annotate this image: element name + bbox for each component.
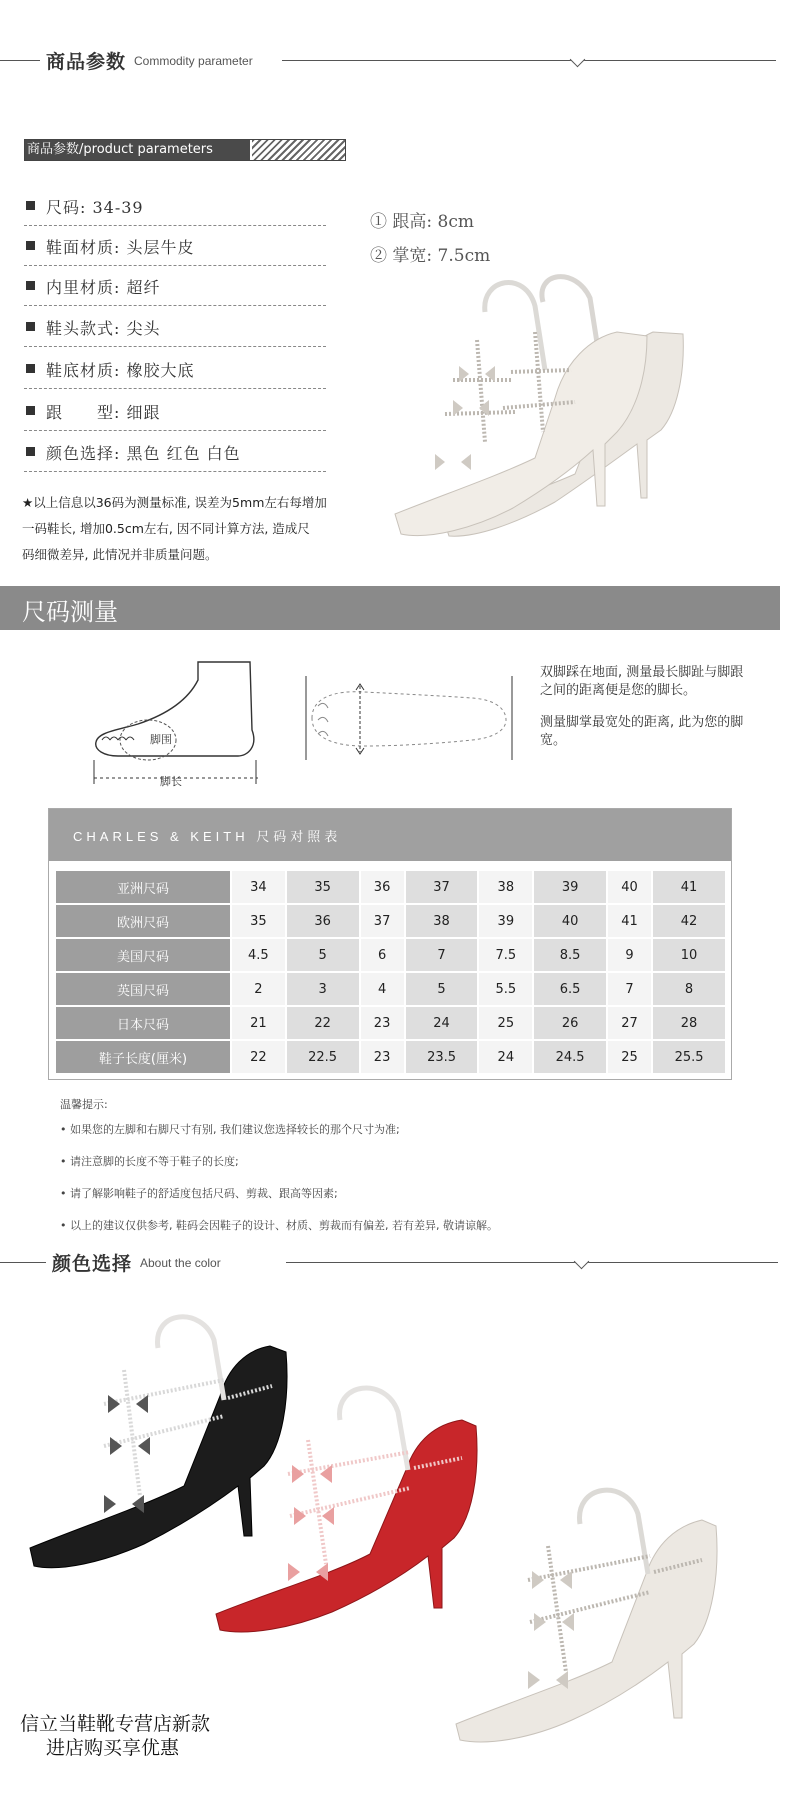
size-row-label: 英国尺码 [56, 973, 230, 1005]
size-cell: 24.5 [534, 1041, 606, 1073]
size-cell: 35 [287, 871, 359, 903]
section-header-commodity [0, 40, 790, 80]
white-shoe-image [385, 262, 725, 552]
size-cell: 26 [534, 1007, 606, 1039]
size-cell: 34 [232, 871, 285, 903]
size-cell: 39 [534, 871, 606, 903]
size-cell: 36 [287, 905, 359, 937]
note-line: 一码鞋长, 增加0.5cm左右, 因不同计算方法, 造成尺 [22, 521, 310, 536]
band-title: 尺码测量 [22, 598, 118, 626]
size-chart-title: CHARLES & KEITH 尺码对照表 [73, 829, 342, 844]
tip-item: • 请注意脚的长度不等于鞋子的长度; [60, 1155, 239, 1168]
size-cell: 5.5 [479, 973, 532, 1005]
size-chart-title-bar [49, 809, 731, 861]
size-cell: 3 [287, 973, 359, 1005]
spec-text: 鞋底材质: 橡胶大底 [46, 361, 195, 380]
header-notch [574, 1254, 590, 1270]
size-cell: 8 [653, 973, 725, 1005]
size-cell: 25 [608, 1041, 651, 1073]
foot-sole-diagram [304, 676, 518, 760]
size-cell: 7.5 [479, 939, 532, 971]
size-cell: 41 [608, 905, 651, 937]
tip-item: • 请了解影响鞋子的舒适度包括尺码、剪裁、跟高等因素; [60, 1187, 338, 1200]
param-bar-label: 商品参数/product parameters [25, 140, 250, 160]
size-measure-band [0, 586, 780, 630]
size-cell: 4 [361, 973, 404, 1005]
header-notch [570, 52, 586, 68]
size-cell: 27 [608, 1007, 651, 1039]
size-cell: 25.5 [653, 1041, 725, 1073]
header-line-left [0, 1262, 46, 1263]
spec-text: 鞋面材质: 头层牛皮 [46, 238, 195, 257]
measure-instruction-width: 测量脚掌最宽处的距离, 此为您的脚宽。 [540, 715, 744, 748]
size-cell: 6 [361, 939, 404, 971]
size-cell: 21 [232, 1007, 285, 1039]
size-cell: 39 [479, 905, 532, 937]
size-cell: 22 [232, 1041, 285, 1073]
size-cell: 6.5 [534, 973, 606, 1005]
size-cell: 22 [287, 1007, 359, 1039]
size-row-label: 鞋子长度(厘米) [56, 1041, 230, 1073]
promo-line: 信立当鞋靴专营店新款 [20, 1713, 211, 1735]
spec-row [24, 227, 326, 266]
section-subtitle: About the color [140, 1256, 221, 1270]
size-table [54, 869, 727, 1075]
bullet-square-icon [26, 406, 35, 415]
heel-height: ① 跟高: 8cm [370, 212, 474, 232]
note-line: 码细微差异, 此情况并非质量问题。 [22, 547, 218, 562]
size-cell: 37 [361, 905, 404, 937]
sole-width: ② 掌宽: 7.5cm [370, 246, 491, 266]
size-cell: 40 [534, 905, 606, 937]
size-row-label: 日本尺码 [56, 1007, 230, 1039]
foot-side-diagram [88, 660, 268, 790]
size-cell: 23 [361, 1041, 404, 1073]
section-title: 颜色选择 [52, 1253, 133, 1275]
promo-text [20, 1712, 210, 1760]
size-cell: 40 [608, 871, 651, 903]
param-bar [24, 139, 346, 161]
size-cell: 4.5 [232, 939, 285, 971]
size-table-row [56, 1007, 725, 1039]
spec-row [24, 187, 326, 226]
size-table-row [56, 973, 725, 1005]
note-line: ★以上信息以36码为测量标准, 误差为5mm左右每增加 [22, 495, 327, 510]
tip-item: • 以上的建议仅供参考, 鞋码会因鞋子的设计、材质、剪裁而有偏差, 若有差异, 敬请谅解。 [60, 1219, 498, 1232]
size-cell: 35 [232, 905, 285, 937]
size-cell: 24 [479, 1041, 532, 1073]
spec-text: 内里材质: 超纤 [46, 278, 161, 297]
tip-item: • 如果您的左脚和右脚尺寸有别, 我们建议您选择较长的那个尺寸为准; [60, 1123, 400, 1136]
bullet-square-icon [26, 364, 35, 373]
size-cell: 37 [406, 871, 478, 903]
section-header-color [0, 1242, 790, 1282]
bullet-square-icon [26, 447, 35, 456]
promo-line: 进店购买享优惠 [46, 1737, 180, 1759]
size-row-label: 美国尺码 [56, 939, 230, 971]
size-cell: 7 [406, 939, 478, 971]
tips-title: 温馨提示: [60, 1098, 108, 1111]
bullet-square-icon [26, 201, 35, 210]
section-title: 商品参数 [46, 51, 127, 73]
size-cell: 23 [361, 1007, 404, 1039]
header-line-right [286, 1262, 778, 1263]
spec-row [24, 392, 326, 431]
size-cell: 28 [653, 1007, 725, 1039]
header-line-right [282, 60, 776, 61]
size-row-label: 欧洲尺码 [56, 905, 230, 937]
size-cell: 5 [406, 973, 478, 1005]
size-cell: 36 [361, 871, 404, 903]
size-chart [48, 808, 732, 1080]
tips-block [60, 1096, 498, 1242]
param-bar-stripes [252, 140, 345, 160]
size-cell: 22.5 [287, 1041, 359, 1073]
section-subtitle: Commodity parameter [134, 54, 253, 68]
size-cell: 25 [479, 1007, 532, 1039]
instep-label: 脚围 [150, 733, 172, 746]
size-cell: 42 [653, 905, 725, 937]
size-cell: 2 [232, 973, 285, 1005]
spec-text: 颜色选择: 黑色 红色 白色 [46, 444, 241, 463]
bullet-square-icon [26, 322, 35, 331]
bullet-square-icon [26, 281, 35, 290]
spec-text: 跟 型: 细跟 [46, 403, 161, 422]
length-label: 脚长 [160, 775, 182, 788]
size-cell: 38 [479, 871, 532, 903]
size-cell: 5 [287, 939, 359, 971]
spec-row [24, 308, 326, 347]
size-cell: 10 [653, 939, 725, 971]
measurement-note [22, 490, 342, 568]
size-cell: 23.5 [406, 1041, 478, 1073]
spec-row [24, 350, 326, 389]
bullet-square-icon [26, 241, 35, 250]
size-cell: 8.5 [534, 939, 606, 971]
white-shoe-color-image [446, 1462, 736, 1762]
header-line-left [0, 60, 40, 61]
size-table-row [56, 871, 725, 903]
size-cell: 7 [608, 973, 651, 1005]
spec-text: 尺码: 34-39 [46, 198, 144, 217]
size-table-row [56, 905, 725, 937]
size-cell: 38 [406, 905, 478, 937]
spec-row [24, 433, 326, 472]
measure-instruction-length: 双脚踩在地面, 测量最长脚趾与脚跟之间的距离便是您的脚长。 [540, 665, 744, 698]
size-row-label: 亚洲尺码 [56, 871, 230, 903]
size-cell: 41 [653, 871, 725, 903]
size-table-row [56, 1041, 725, 1073]
size-cell: 9 [608, 939, 651, 971]
size-table-row [56, 939, 725, 971]
spec-row [24, 267, 326, 306]
size-cell: 24 [406, 1007, 478, 1039]
spec-text: 鞋头款式: 尖头 [46, 319, 161, 338]
